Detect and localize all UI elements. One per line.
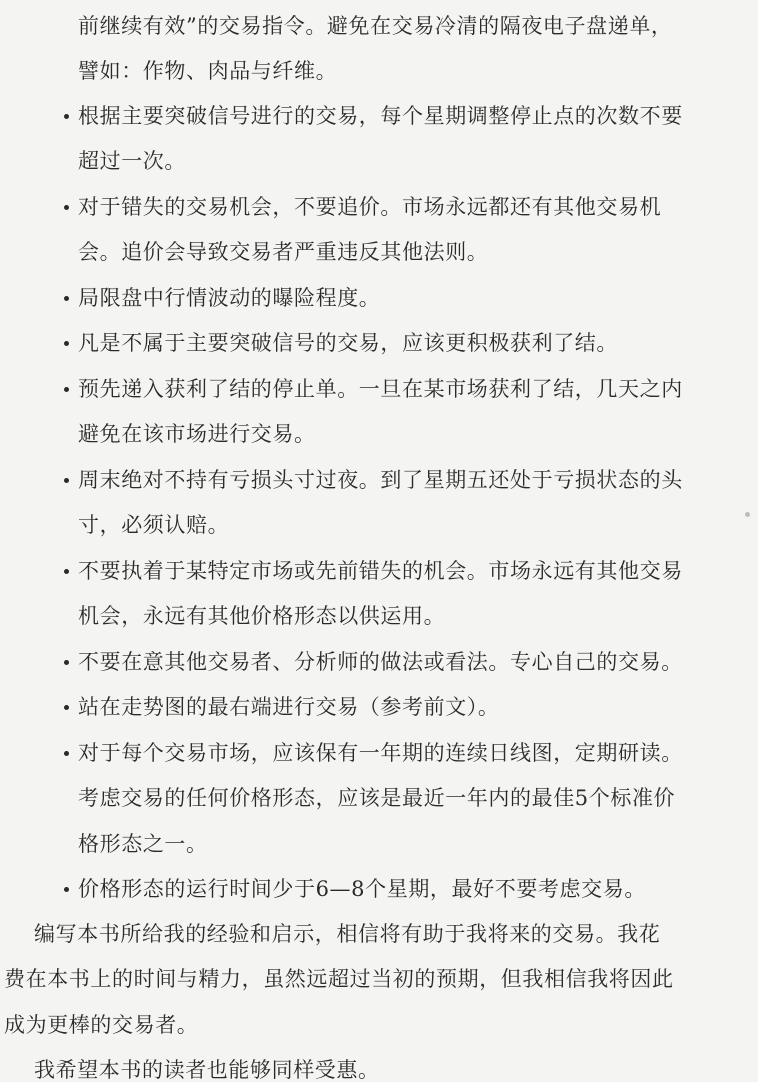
- text-line: 编写本书所给我的经验和启示，相信将有助于我将来的交易。我花: [34, 922, 661, 946]
- bullet-dot: [64, 114, 69, 119]
- text-line: 价格形态的运行时间少于6—8个星期，最好不要考虑交易。: [78, 877, 646, 901]
- bullet-dot: [64, 705, 69, 710]
- bullet-dot: [64, 887, 69, 892]
- bullet-dot: [64, 205, 69, 210]
- bullet-dot: [64, 478, 69, 483]
- text-line: 不要在意其他交易者、分析师的做法或看法。专心自己的交易。: [78, 650, 683, 674]
- text-line: 譬如：作物、肉品与纤维。: [78, 59, 338, 83]
- text-line: 对于每个交易市场，应该保有一年期的连续日线图，定期研读。: [78, 741, 683, 765]
- text-line: 局限盘中行情波动的曝险程度。: [78, 286, 381, 310]
- text-line: 预先递入获利了结的停止单。一旦在某市场获利了结，几天之内: [78, 377, 683, 401]
- margin-mark: [745, 512, 750, 517]
- text-line: 超过一次。: [78, 149, 186, 173]
- text-line: 会。追价会导致交易者严重违反其他法则。: [78, 240, 489, 264]
- bullet-dot: [64, 341, 69, 346]
- text-line: 根据主要突破信号进行的交易，每个星期调整停止点的次数不要: [78, 104, 683, 128]
- bullet-dot: [64, 660, 69, 665]
- bullet-dot: [64, 751, 69, 756]
- text-line: 机会，永远有其他价格形态以供运用。: [78, 604, 446, 628]
- text-line: 考虑交易的任何价格形态，应该是最近一年内的最佳5个标准价: [78, 786, 676, 810]
- text-line: 格形态之一。: [78, 832, 208, 856]
- text-line: 费在本书上的时间与精力，虽然远超过当初的预期，但我相信我将因此: [4, 967, 674, 991]
- text-line: 成为更棒的交易者。: [4, 1013, 199, 1037]
- text-line: 避免在该市场进行交易。: [78, 422, 316, 446]
- text-line: 凡是不属于主要突破信号的交易，应该更积极获利了结。: [78, 331, 618, 355]
- bullet-dot: [64, 387, 69, 392]
- text-line: 周末绝对不持有亏损头寸过夜。到了星期五还处于亏损状态的头: [78, 468, 683, 492]
- text-line: 站在走势图的最右端进行交易（参考前文）。: [78, 695, 500, 719]
- text-line: 寸，必须认赔。: [78, 513, 230, 537]
- text-line: 前继续有效”的交易指令。避免在交易冷清的隔夜电子盘递单，: [78, 14, 673, 38]
- bullet-dot: [64, 569, 69, 574]
- text-line: 不要执着于某特定市场或先前错失的机会。市场永远有其他交易: [78, 559, 683, 583]
- text-line: 对于错失的交易机会，不要追价。市场永远都还有其他交易机: [78, 195, 662, 219]
- text-line: 我希望本书的读者也能够同样受惠。: [34, 1058, 380, 1082]
- bullet-dot: [64, 296, 69, 301]
